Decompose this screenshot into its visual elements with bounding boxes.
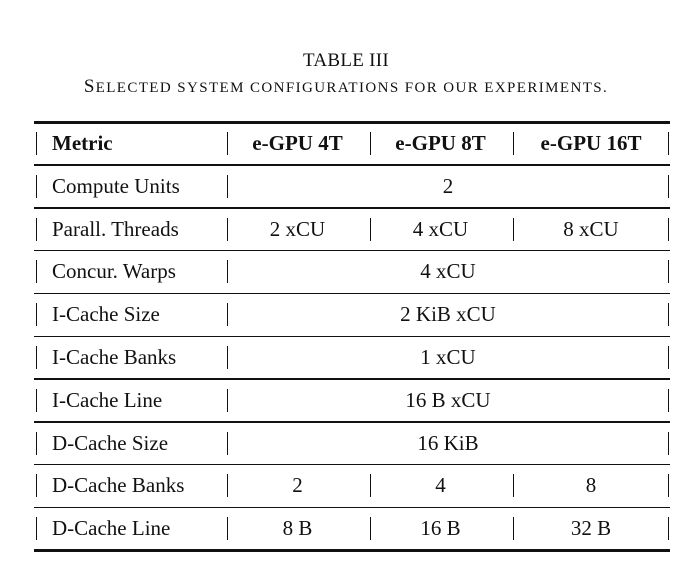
metric-label: D-Cache Banks	[52, 473, 185, 498]
caption-initial: S	[83, 76, 96, 97]
column-rule	[668, 346, 669, 369]
header-config: e-GPU 16T	[540, 131, 642, 155]
column-rule	[668, 474, 669, 497]
column-rule	[227, 175, 228, 198]
column-rule	[227, 389, 228, 412]
column-rule	[36, 474, 37, 497]
metric-label: I-Cache Size	[52, 302, 160, 327]
metric-label: I-Cache Banks	[52, 345, 177, 369]
column-rule	[668, 218, 669, 241]
column-rule	[227, 218, 228, 241]
value-cell: 2	[442, 173, 454, 198]
metric-label: D-Cache Line	[52, 516, 171, 541]
value-cell: 8	[585, 473, 597, 498]
value-cell: 16 KiB	[417, 430, 479, 455]
value-cell: 8 B	[282, 516, 313, 541]
column-rule	[668, 389, 669, 412]
column-rule	[513, 474, 514, 497]
column-rule	[36, 132, 37, 155]
value-cell: 16 B xCU	[405, 387, 491, 412]
column-rule	[668, 175, 669, 198]
metric-label: D-Cache Size	[52, 430, 169, 455]
caption-text: ELECTED SYSTEM CONFIGURATIONS FOR OUR EXPERIMENTS.	[95, 80, 609, 96]
column-rule	[227, 260, 228, 283]
column-rule	[227, 474, 228, 497]
column-rule	[668, 517, 669, 540]
header-config: e-GPU 8T	[395, 131, 486, 155]
column-rule	[227, 132, 228, 155]
column-rule	[668, 132, 669, 155]
column-rule	[513, 517, 514, 540]
value-cell: 2 KiB xCU	[400, 302, 496, 327]
column-rule	[227, 432, 228, 455]
column-rule	[36, 346, 37, 369]
column-rule	[513, 132, 514, 155]
column-rule	[513, 218, 514, 241]
column-rule	[36, 517, 37, 540]
column-rule	[227, 303, 228, 326]
column-rule	[36, 260, 37, 283]
metric-label: I-Cache Line	[52, 387, 163, 412]
bottom-rule	[34, 549, 670, 552]
column-rule	[36, 218, 37, 241]
column-rule	[668, 432, 669, 455]
column-rule	[36, 175, 37, 198]
column-rule	[668, 303, 669, 326]
column-rule	[227, 517, 228, 540]
value-cell: 2 xCU	[269, 216, 326, 241]
column-rule	[370, 132, 371, 155]
column-rule	[227, 346, 228, 369]
column-rule	[370, 517, 371, 540]
column-rule	[370, 218, 371, 241]
column-rule	[36, 432, 37, 455]
value-cell: 32 B	[570, 516, 612, 541]
value-cell: 8 xCU	[563, 216, 619, 241]
value-cell: 4 xCU	[412, 216, 469, 241]
value-cell: 2	[292, 473, 303, 498]
header-config: e-GPU 4T	[252, 131, 343, 155]
column-rule	[668, 260, 669, 283]
table-caption	[0, 76, 692, 98]
column-rule	[370, 474, 371, 497]
value-cell: 1 xCU	[420, 345, 476, 369]
header-metric: Metric	[52, 131, 113, 155]
table-number: TABLE III	[302, 50, 390, 71]
value-cell: 4	[435, 473, 446, 498]
column-rule	[36, 389, 37, 412]
value-cell: 4 xCU	[420, 259, 476, 284]
value-cell: 16 B	[420, 516, 461, 541]
column-rule	[36, 303, 37, 326]
metric-label: Compute Units	[52, 173, 180, 198]
metric-label: Parall. Threads	[52, 216, 179, 241]
metric-label: Concur. Warps	[52, 259, 176, 284]
